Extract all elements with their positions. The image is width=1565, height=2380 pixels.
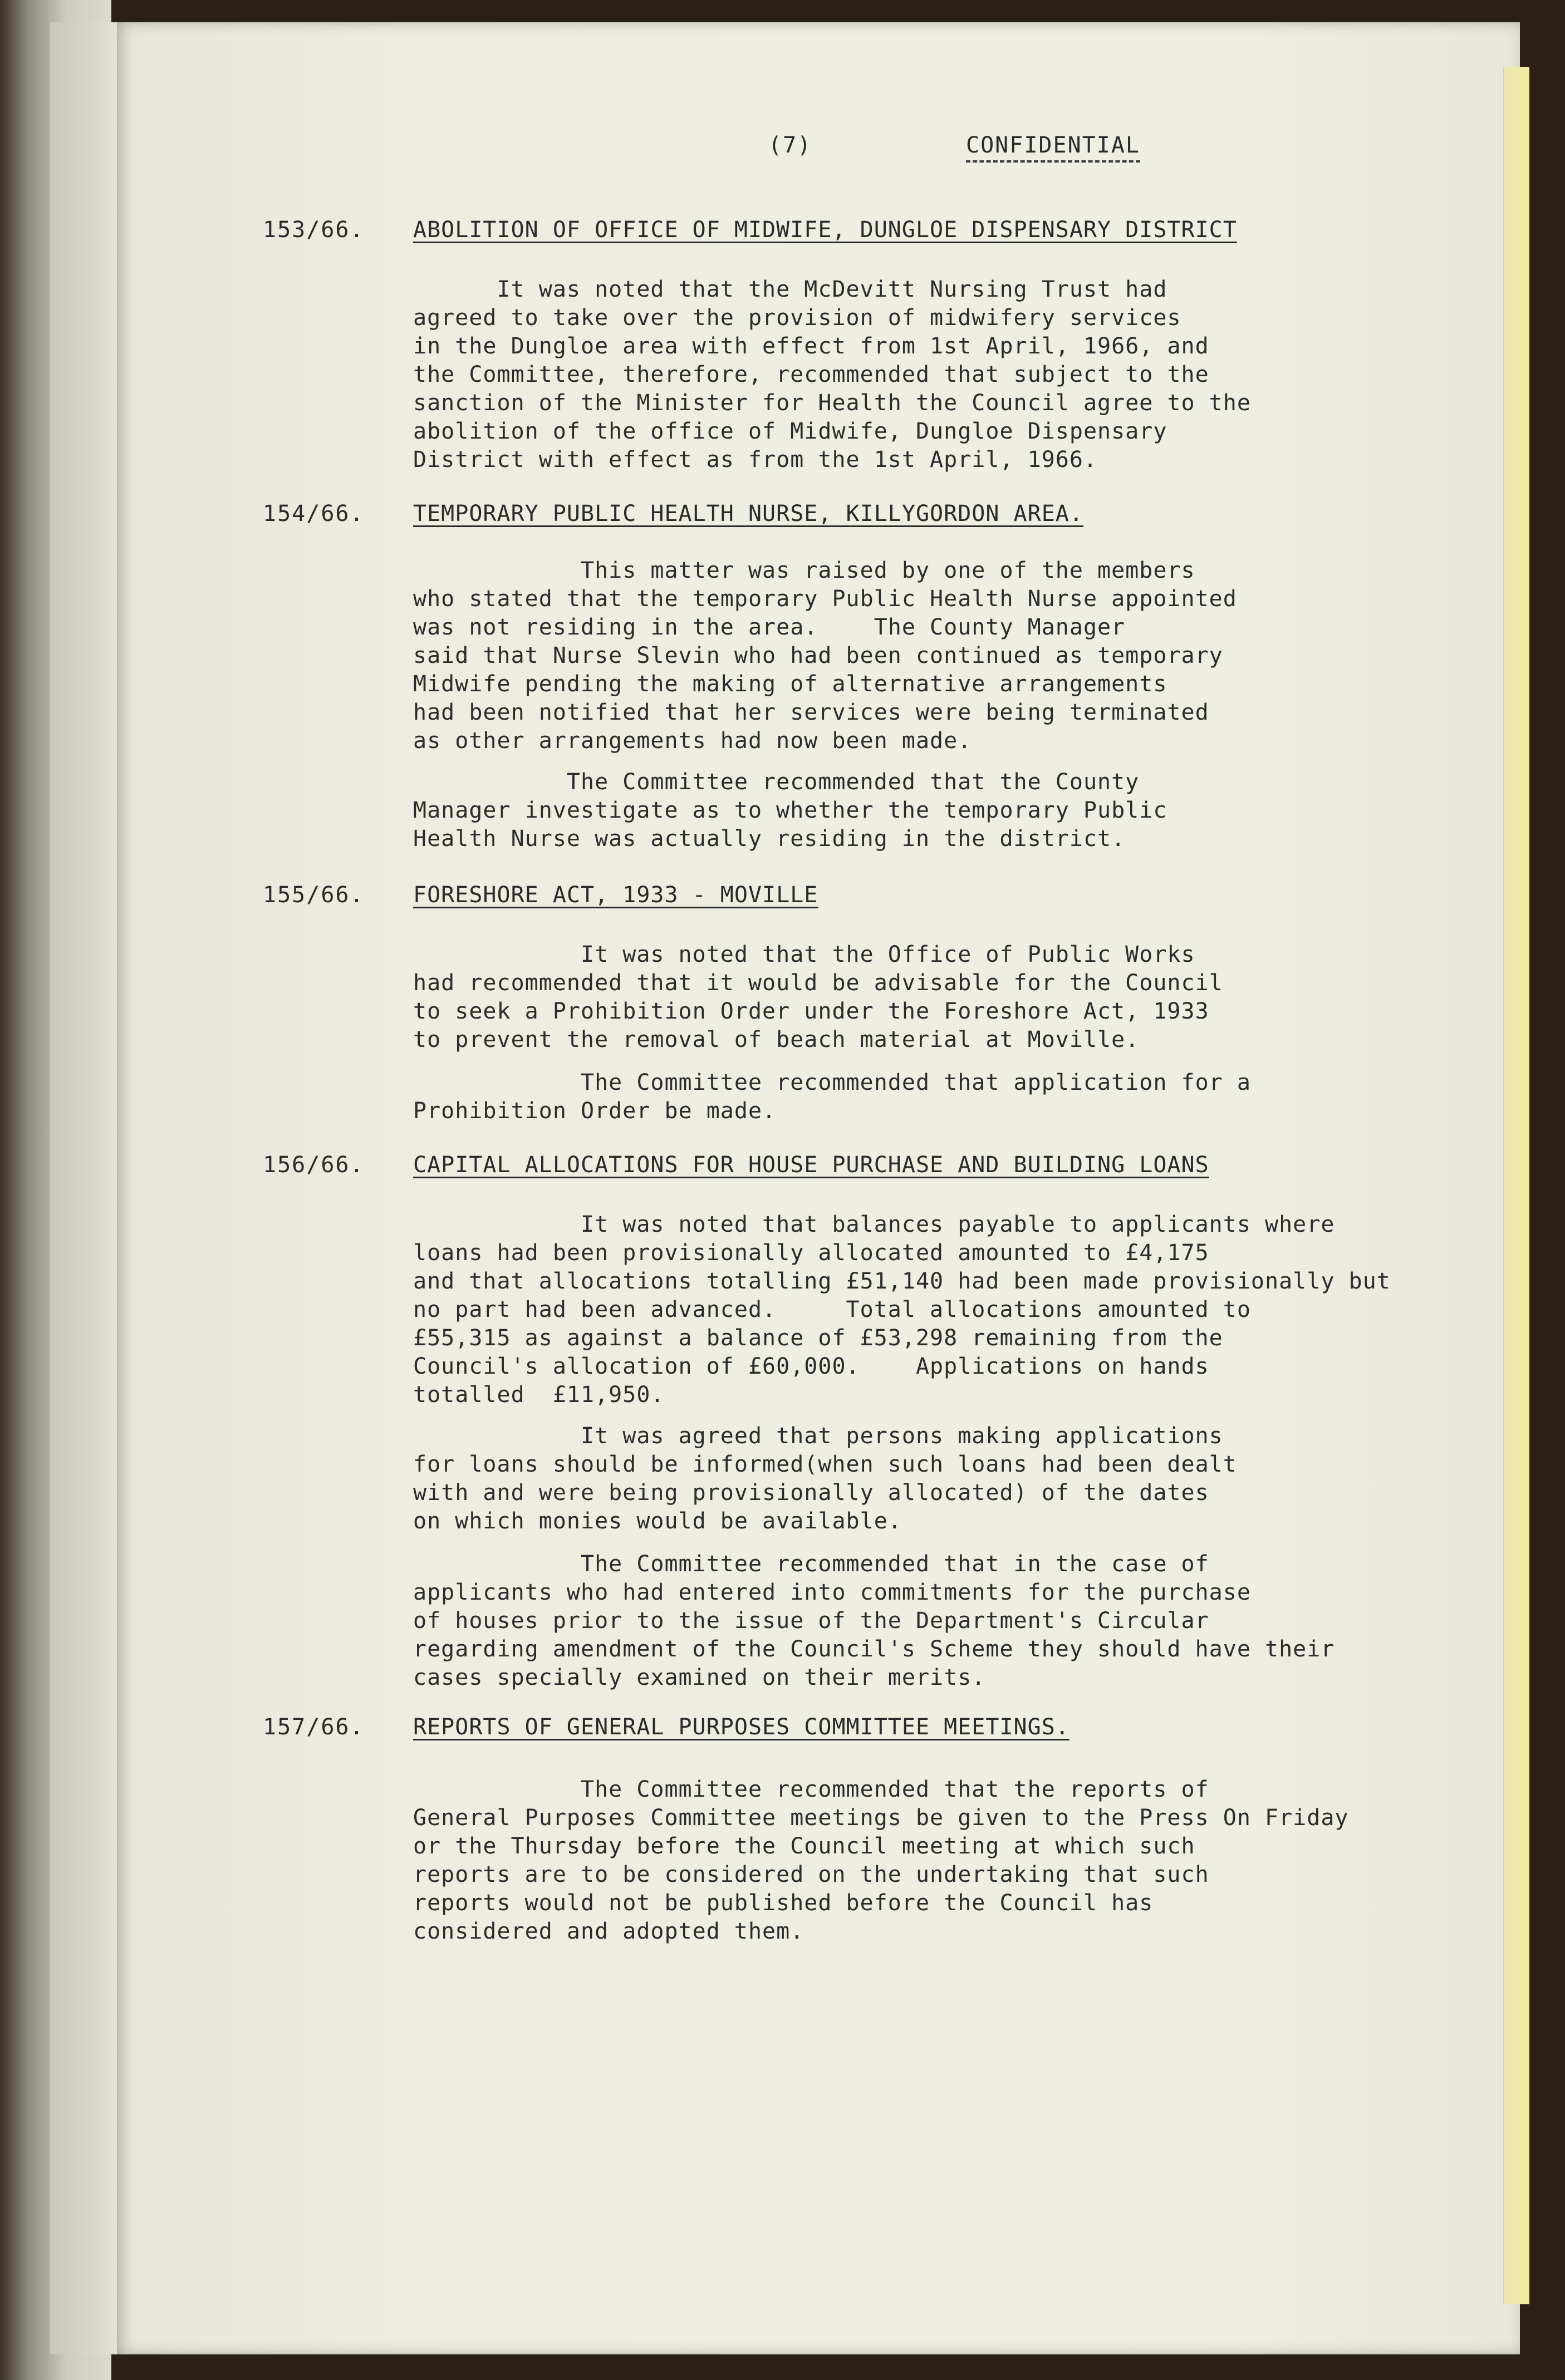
item-paragraph: It was noted that the Office of Public Works had recommended that it would be advisable for the Council to seek a Prohibition Order under the Foreshore Act, 1933 to prevent the removal of beach material at Moville. (413, 942, 1223, 1053)
item-paragraph: It was noted that balances payable to applicants where loans had been provisionally allocated amounted to £4,175 and that allocations totalling £51,140 had been made provisionally but no part had been advanced. Total allocations amounted to £55,315 as against a balance of £53,298 remaining from the Council's allocation of £60,000. Applications on hands totalled £11,950. (413, 1212, 1391, 1408)
confidential-label: CONFIDENTIAL (966, 132, 1140, 163)
item-title: CAPITAL ALLOCATIONS FOR HOUSE PURCHASE AND BUILDING LOANS (413, 1152, 1209, 1178)
item-paragraph: It was agreed that persons making applications for loans should be informed(when such loans had been dealt with and were being provisionally allocated) of the dates on which monies would be available. (413, 1423, 1237, 1534)
item-paragraph: It was noted that the McDevitt Nursing Trust had agreed to take over the provision of midwifery services in the Dungloe area with effect from 1st April, 1966, and the Committee, therefore, recommended that subject to the sanction of the Minister for Health the Council agree to the abolition of the office of Midwife, Dungloe Dispensary District with effect as from the 1st April, 1966. (413, 277, 1251, 473)
page-stack-edge (1503, 67, 1529, 2304)
item-paragraph: The Committee recommended that in the case of applicants who had entered into commitments for the purchase of houses prior to the issue of the Department's Circular regarding amendment of the Council's Scheme they should have their cases specially examined on their merits. (413, 1551, 1335, 1690)
facing-page-edge (50, 22, 119, 2354)
page-header (117, 132, 1520, 166)
item-number: 156/66. (263, 1152, 365, 1178)
item-number: 154/66. (263, 501, 365, 527)
item-paragraph: The Committee recommended that the County Manager investigate as to whether the temporary Public Health Nurse was actually residing in the district. (413, 769, 1167, 852)
item-title: TEMPORARY PUBLIC HEALTH NURSE, KILLYGORDON AREA. (413, 501, 1083, 527)
item-paragraph: This matter was raised by one of the members who stated that the temporary Public Health Nurse appointed was not residing in the area. The County Manager said that Nurse Slevin who had been continued as temporary Midwife pending the making of alternative arrangements had been notified that her services were being terminated as other arrangements had now been made. (413, 558, 1237, 754)
item-paragraph: The Committee recommended that application for a Prohibition Order be made. (413, 1070, 1251, 1124)
page-number: (7) (768, 132, 812, 158)
item-number: 155/66. (263, 882, 365, 908)
item-number: 153/66. (263, 217, 365, 243)
item-paragraph: The Committee recommended that the reports of General Purposes Committee meetings be given to the Press On Friday or the Thursday before the Council meeting at which such reports are to be considered on the undertaking that such reports would not be published before the Council has considered and adopted them. (413, 1777, 1349, 1944)
item-title: REPORTS OF GENERAL PURPOSES COMMITTEE MEETINGS. (413, 1714, 1070, 1740)
item-number: 157/66. (263, 1714, 365, 1740)
item-title: FORESHORE ACT, 1933 - MOVILLE (413, 882, 818, 908)
document-page (117, 22, 1520, 2354)
item-title: ABOLITION OF OFFICE OF MIDWIFE, DUNGLOE DISPENSARY DISTRICT (413, 217, 1237, 243)
